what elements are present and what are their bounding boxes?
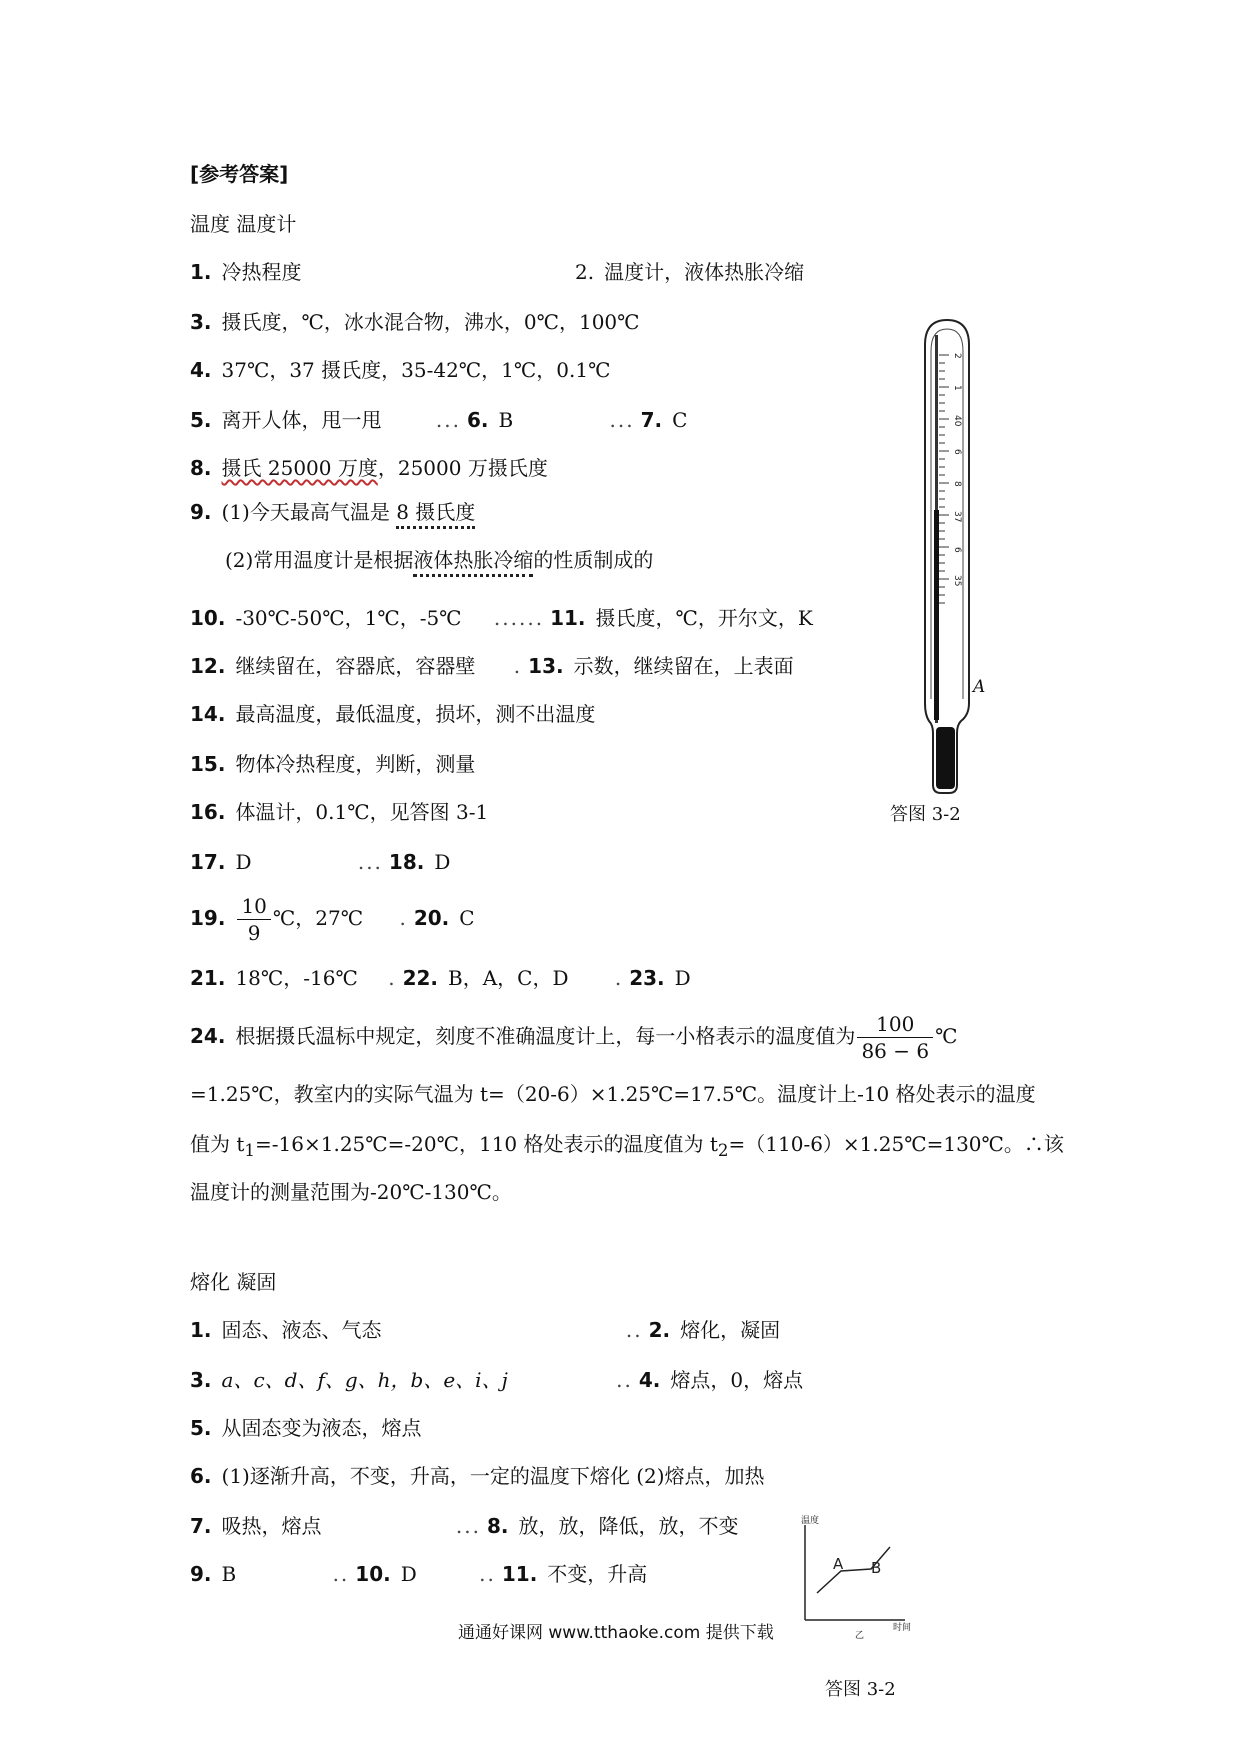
answer-number: 7. — [190, 1514, 212, 1538]
answer-text: 摄氏 25000 万度 — [221, 456, 378, 480]
answer-number: 17. — [190, 850, 226, 874]
scale-label: 37 — [952, 511, 962, 523]
answer-text: D — [674, 966, 691, 990]
answer-number: 23. — [629, 966, 665, 990]
scale-label: 6 — [952, 547, 962, 553]
emphasized-text: 8 摄氏度 — [396, 500, 475, 529]
answer-text: B — [221, 1562, 237, 1586]
answer-text: 最高温度，最低温度，损坏，测不出温度 — [235, 702, 596, 726]
scale-label: 35 — [952, 575, 962, 587]
answer-9-line2 — [225, 546, 653, 574]
answer-21-23: 21. 18℃，-16℃ . 22. B，A，C，D . 23. D — [190, 966, 691, 990]
temperature-time-graph — [795, 1515, 935, 1640]
unit-text: ℃ — [935, 1024, 958, 1048]
answer-text: (1)逐渐升高，不变，升高，一定的温度下熔化 (2)熔点，加热 — [221, 1464, 765, 1488]
answer-s2-5 — [190, 1414, 422, 1442]
answer-number: 8. — [486, 1514, 509, 1538]
answer-number: 19. — [190, 906, 226, 930]
emphasized-text: 液体热胀冷缩 — [413, 548, 533, 577]
answer-number: 2. — [648, 1318, 671, 1342]
answer-text: 18℃，-16℃ — [235, 966, 358, 990]
answer-3 — [190, 308, 640, 336]
graph-point-b: B — [871, 1559, 882, 1577]
answer-text: 熔点，0，熔点 — [670, 1368, 804, 1392]
answer-text: 不变，升高 — [547, 1562, 648, 1586]
graph-caption: 答图 3-2 — [825, 1679, 896, 1700]
answer-text: C — [672, 408, 688, 432]
answer-text: (2)常用温度计是根据 — [225, 548, 414, 572]
scale-label: 8 — [952, 481, 962, 487]
answer-number: 24. — [190, 1024, 226, 1048]
answer-4 — [190, 356, 610, 384]
answer-9-line1 — [190, 498, 475, 526]
answer-text: B — [498, 408, 514, 432]
answer-text: a、c、d、f、g、h，b、e、i、j — [221, 1368, 508, 1392]
answer-text: 从固态变为液态，熔点 — [221, 1416, 422, 1440]
answer-text: 示数，继续留在，上表面 — [573, 654, 794, 678]
answer-text: B，A，C，D — [448, 966, 569, 990]
answer-5-7: 5. 离开人体，甩一甩 ... 6. B ... 7. C — [190, 408, 688, 432]
answer-text: 根据摄氏温标中规定，刻度不准确温度计上，每一小格表示的温度值为 — [235, 1024, 856, 1048]
answer-text: 37℃，37 摄氏度，35-42℃，1℃，0.1℃ — [221, 358, 611, 382]
answer-8 — [190, 454, 548, 482]
answer-number: 1. — [190, 1318, 212, 1342]
answer-text: D — [400, 1562, 417, 1586]
answer-17-18: 17. D ... 18. D — [190, 850, 451, 874]
answer-number: 9. — [190, 500, 212, 524]
answer-number: 13. — [528, 654, 564, 678]
answer-14 — [190, 700, 595, 728]
answer-number: 14. — [190, 702, 226, 726]
graph-xlabel: 时间 — [893, 1623, 912, 1633]
thermometer-figure — [905, 315, 990, 795]
answer-number: 15. — [190, 752, 226, 776]
answer-text: D — [235, 850, 252, 874]
answer-number: 5. — [190, 1416, 212, 1440]
answer-text: 继续留在，容器底，容器壁 — [235, 654, 476, 678]
answer-24-line4: 温度计的测量范围为-20℃-130℃。 — [190, 1180, 512, 1204]
answer-s2-3-4: 3. a、c、d、f、g、h，b、e、i、j .. 4. 熔点，0，熔点 — [190, 1368, 804, 1392]
section-title-melting: 熔化 凝固 — [190, 1270, 277, 1294]
scale-label: 6 — [952, 449, 962, 455]
answer-16 — [190, 798, 488, 826]
footer: 通通好课网 www.tthaoke.com 提供下载 — [458, 1623, 774, 1643]
fraction — [237, 893, 270, 946]
answer-number: 20. — [413, 906, 450, 930]
answer-s2-9-11: 9. B .. 10. D .. 11. 不变，升高 — [190, 1562, 648, 1586]
fraction-denominator: 86 − 6 — [861, 1039, 930, 1063]
answer-24-line1 — [190, 1006, 957, 1066]
answer-15 — [190, 750, 475, 778]
section-title-temperature: 温度 温度计 — [190, 212, 297, 236]
fraction-numerator: 100 — [857, 1011, 933, 1038]
answer-number: 21. — [190, 966, 226, 990]
answer-12-13: 12. 继续留在，容器底，容器壁 . 13. 示数，继续留在，上表面 — [190, 654, 794, 678]
answer-number: 3. — [190, 1368, 212, 1392]
answer-text: 吸热，熔点 — [221, 1514, 322, 1538]
answer-text: (1)今天最高气温是 — [221, 500, 397, 524]
answer-text: 摄氏度，℃，冰水混合物，沸水，0℃，100℃ — [221, 310, 640, 334]
answer-text: =-16×1.25℃=-20℃，110 格处表示的温度值为 t — [255, 1132, 718, 1156]
answer-text: 的性质制成的 — [533, 548, 654, 572]
subscript: 2 — [717, 1141, 729, 1160]
answer-number: 8. — [190, 456, 212, 480]
scale-label: 40 — [952, 415, 962, 427]
answer-10-11: 10. -30℃-50℃，1℃，-5℃ ...... 11. 摄氏度，℃，开尔文，K — [190, 606, 813, 630]
answer-number: 10. — [190, 606, 226, 630]
graph-ylabel: 温度 — [801, 1516, 820, 1526]
answer-number: 2. — [575, 260, 595, 284]
answer-text: 熔化，凝固 — [680, 1318, 781, 1342]
answer-s2-7-8: 7. 吸热，熔点 ... 8. 放，放，降低，放，不变 — [190, 1514, 739, 1538]
answer-2 — [575, 258, 804, 286]
answer-number: 18. — [388, 850, 425, 874]
answer-text: 温度计，液体热胀冷缩 — [604, 260, 805, 284]
answer-number: 4. — [190, 358, 212, 382]
answer-text: 放，放，降低，放，不变 — [518, 1514, 739, 1538]
answer-heading: [参考答案] — [190, 162, 289, 186]
subscript: 1 — [244, 1141, 256, 1160]
answer-24-line3 — [190, 1130, 1064, 1165]
thermometer-body — [925, 320, 969, 793]
answer-s2-1-2: 1. 固态、液态、气态 .. 2. 熔化，凝固 — [190, 1318, 781, 1342]
answer-number: 6. — [190, 1464, 212, 1488]
graph-point-a: A — [833, 1555, 844, 1573]
answer-s2-6 — [190, 1462, 765, 1490]
answer-number: 3. — [190, 310, 212, 334]
answer-text: 体温计，0.1℃，见答图 3-1 — [235, 800, 489, 824]
answer-text: 离开人体，甩一甩 — [221, 408, 382, 432]
answer-number: 1. — [190, 260, 212, 284]
answer-number: 6. — [466, 408, 489, 432]
answer-text: 值为 t — [190, 1132, 245, 1156]
graph-sub: 乙 — [855, 1631, 865, 1640]
answer-text: 摄氏度，℃，开尔文，K — [595, 606, 813, 630]
answer-24-line2: =1.25℃，教室内的实际气温为 t=（20-6）×1.25℃=17.5℃。温度计上-10 格处表示的温度 — [190, 1082, 1036, 1106]
fraction-numerator: 10 — [237, 893, 270, 920]
scale-label: 2 — [952, 353, 962, 359]
answer-text: 固态、液态、气态 — [221, 1318, 382, 1342]
answer-text: C — [459, 906, 475, 930]
fraction-denominator: 9 — [247, 921, 261, 945]
answer-number: 10. — [355, 1562, 391, 1586]
answer-19-20: 19. $\frac{10}{9}$ ℃，27℃ . 20. C — [190, 894, 475, 945]
answer-number: 9. — [190, 1562, 212, 1586]
answer-number: 12. — [190, 654, 226, 678]
fraction — [857, 1011, 933, 1064]
answer-number: 5. — [190, 408, 212, 432]
answer-number: 7. — [640, 408, 663, 432]
answer-text: D — [434, 850, 451, 874]
answer-text: =（110-6）×1.25℃=130℃。∴该 — [728, 1132, 1064, 1156]
answer-number: 16. — [190, 800, 226, 824]
answer-number: 4. — [638, 1368, 661, 1392]
answer-number: 11. — [550, 606, 586, 630]
answer-text: -30℃-50℃，1℃，-5℃ — [235, 606, 462, 630]
answer-number: 11. — [501, 1562, 538, 1586]
thermometer-caption: 答图 3-2 — [890, 804, 961, 825]
answer-text: ，25000 万摄氏度 — [377, 456, 548, 480]
answer-number: 22. — [402, 966, 438, 990]
answer-text: 冷热程度 — [221, 260, 302, 284]
scale-label: 1 — [952, 385, 962, 391]
answer-text: 物体冷热程度，判断，测量 — [235, 752, 476, 776]
answer-text: ℃，27℃ — [272, 906, 364, 930]
label-a: A — [973, 677, 986, 697]
answer-1 — [190, 258, 302, 286]
